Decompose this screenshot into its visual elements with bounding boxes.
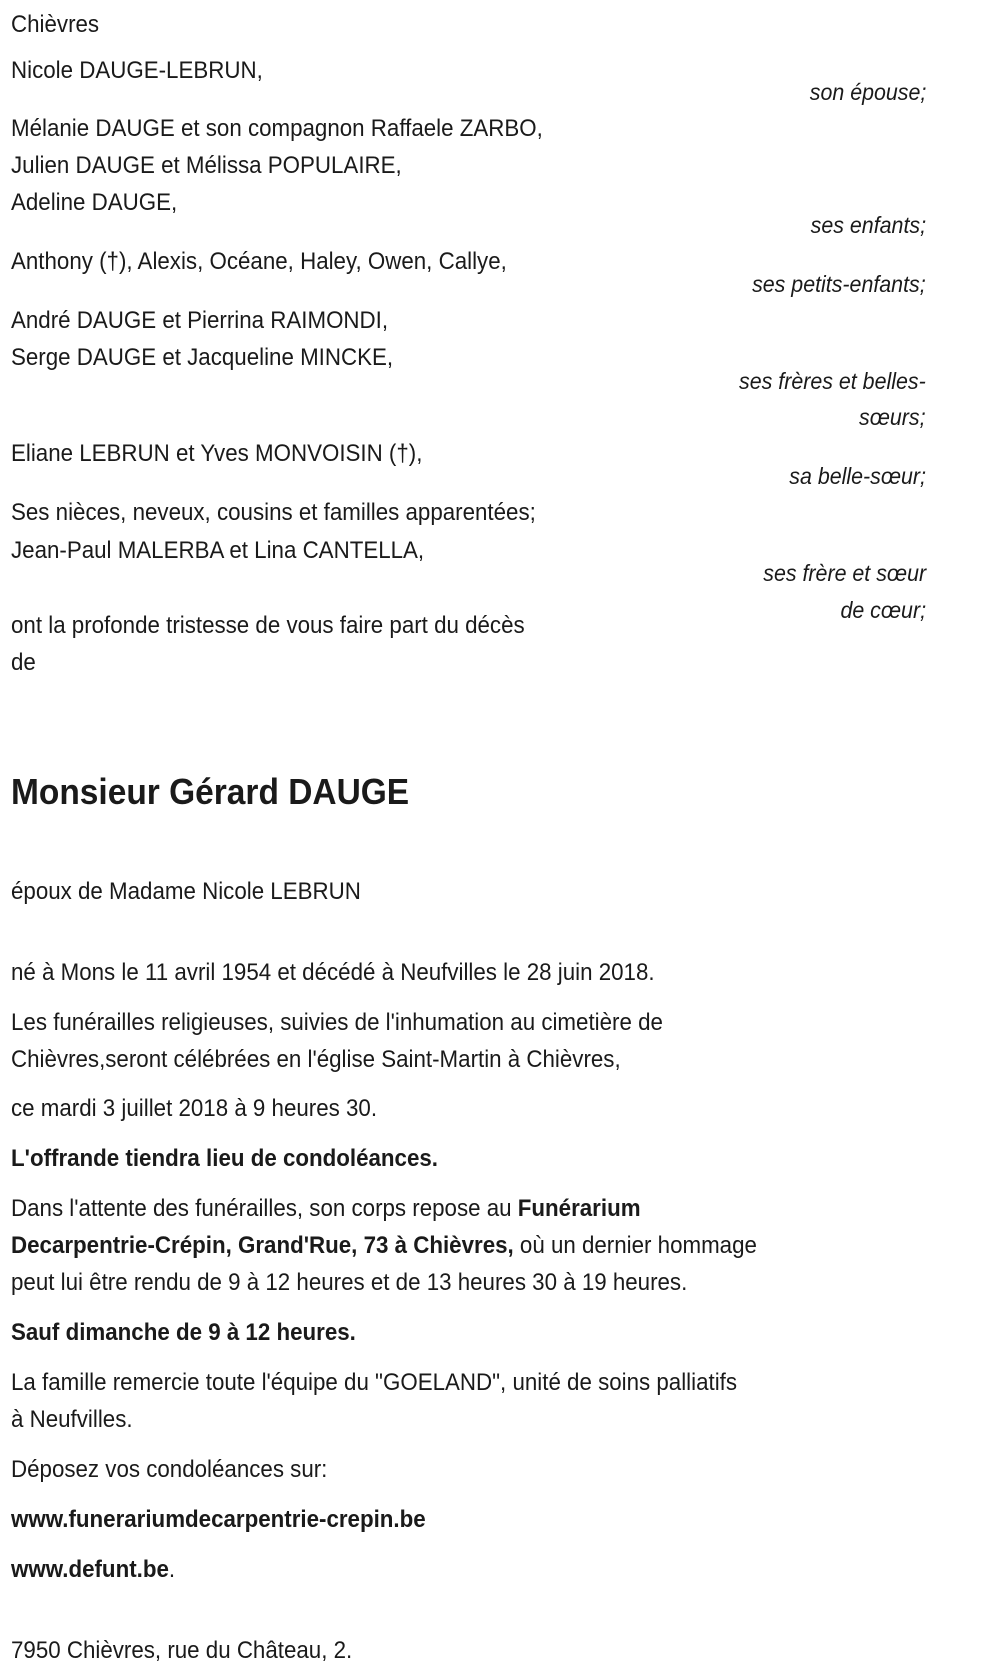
spouse-relation: son épouse;: [809, 79, 926, 105]
place-header: Chièvres: [11, 11, 100, 38]
funeral-line-1: Les funérailles religieuses, suivies de l'inhumation au cimetière de: [11, 1009, 663, 1036]
defunt-website-link[interactable]: www.defunt.be: [11, 1556, 169, 1583]
heart-siblings-line: Jean-Paul MALERBA et Lina CANTELLA,: [11, 537, 425, 564]
heart-siblings-relation-1: ses frère et sœur: [763, 560, 926, 586]
siblings-relation-2: sœurs;: [859, 404, 926, 430]
offering-notice: L'offrande tiendra lieu de condoléances.: [11, 1145, 439, 1172]
funeral-line-2: Chièvres,seront célébrées en l'église Saint-Martin à Chièvres,: [11, 1046, 621, 1073]
thanks-line-2: à Neufvilles.: [11, 1406, 133, 1433]
sister-in-law-relation: sa belle-sœur;: [789, 463, 926, 489]
sibling-line-1: André DAUGE et Pierrina RAIMONDI,: [11, 307, 389, 334]
sibling-line-2: Serge DAUGE et Jacqueline MINCKE,: [11, 344, 394, 371]
spouse-name: Nicole DAUGE-LEBRUN,: [11, 57, 263, 84]
link-suffix: .: [168, 1556, 176, 1583]
announcement-line-2: de: [11, 649, 36, 676]
announcement-line-1: ont la profonde tristesse de vous faire part du décès: [11, 612, 525, 639]
spouse-of-line: époux de Madame Nicole LEBRUN: [11, 878, 361, 905]
funerarium-website-link[interactable]: www.funerariumdecarpentrie-crepin.be: [11, 1506, 426, 1533]
viewing-line-1: [11, 1194, 641, 1224]
sister-in-law-line: Eliane LEBRUN et Yves MONVOISIN (†),: [11, 440, 423, 467]
child-line-3: Adeline DAUGE,: [11, 189, 178, 216]
viewing-text-1: Dans l'attente des funérailles, son corps repose au: [11, 1195, 518, 1222]
viewing-line-2: [11, 1231, 757, 1261]
funeral-date: ce mardi 3 juillet 2018 à 9 heures 30.: [11, 1095, 378, 1122]
children-relation: ses enfants;: [810, 212, 926, 238]
extended-family-line: Ses nièces, neveux, cousins et familles apparentées;: [11, 499, 536, 526]
condolences-label: Déposez vos condoléances sur:: [11, 1456, 328, 1483]
grandchildren-relation: ses petits-enfants;: [752, 271, 926, 297]
funerarium-name: Funérarium: [517, 1195, 641, 1222]
birth-death-line: né à Mons le 11 avril 1954 et décédé à Neufvilles le 28 juin 2018.: [11, 959, 655, 986]
deceased-name: Monsieur Gérard DAUGE: [11, 771, 410, 812]
defunt-link-line: [11, 1555, 175, 1585]
child-line-2: Julien DAUGE et Mélissa POPULAIRE,: [11, 152, 402, 179]
heart-siblings-relation-2: de cœur;: [840, 597, 926, 623]
family-address: 7950 Chièvres, rue du Château, 2.: [11, 1637, 353, 1664]
siblings-relation-1: ses frères et belles-: [739, 368, 926, 394]
funerarium-address: Decarpentrie-Crépin, Grand'Rue, 73 à Chièvres,: [11, 1232, 514, 1259]
thanks-line-1: La famille remercie toute l'équipe du "GOELAND", unité de soins palliatifs: [11, 1369, 738, 1396]
grandchildren-line: Anthony (†), Alexis, Océane, Haley, Owen, Callye,: [11, 248, 507, 275]
viewing-text-2: où un dernier hommage: [513, 1232, 757, 1259]
child-line-1: Mélanie DAUGE et son compagnon Raffaele ZARBO,: [11, 115, 543, 142]
viewing-exception: Sauf dimanche de 9 à 12 heures.: [11, 1319, 356, 1346]
viewing-line-3: peut lui être rendu de 9 à 12 heures et de 13 heures 30 à 19 heures.: [11, 1269, 688, 1296]
